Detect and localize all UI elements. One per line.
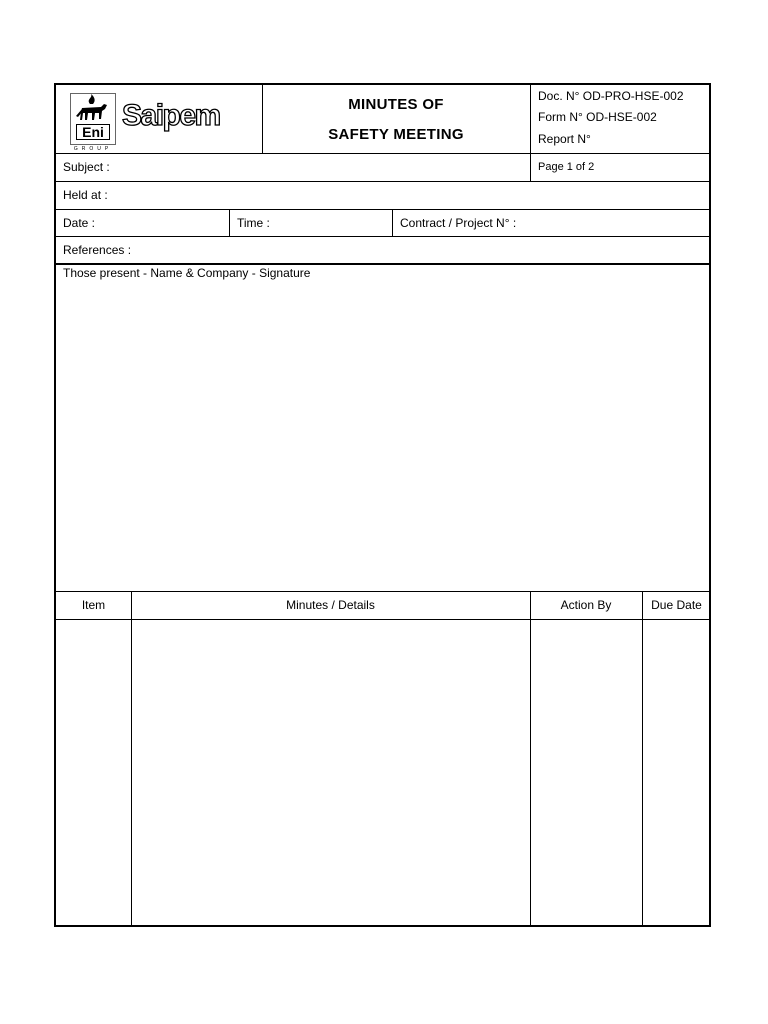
eni-logo bbox=[70, 93, 116, 145]
eni-wordmark: Eni bbox=[76, 124, 110, 140]
form-title-line2: SAFETY MEETING bbox=[328, 126, 464, 143]
group-wordmark: GROUP bbox=[73, 146, 113, 152]
saipem-wordmark: Saipem bbox=[122, 99, 220, 132]
table-col-divider bbox=[642, 591, 643, 925]
date-label: Date : bbox=[63, 216, 96, 230]
date-time-divider bbox=[229, 209, 230, 236]
row-line bbox=[56, 181, 709, 182]
column-header-item: Item bbox=[81, 598, 106, 612]
doc-number: Doc. N° OD-PRO-HSE-002 bbox=[538, 89, 684, 103]
form-title-line1: MINUTES OF bbox=[348, 96, 444, 113]
references-label: References : bbox=[63, 243, 132, 257]
row-line bbox=[56, 209, 709, 210]
held-at-label: Held at : bbox=[63, 188, 108, 202]
table-col-divider bbox=[530, 591, 531, 925]
time-contract-divider bbox=[392, 209, 393, 236]
six-legged-dog-icon bbox=[71, 94, 115, 124]
contract-label: Contract / Project N° : bbox=[400, 216, 517, 230]
time-label: Time : bbox=[237, 216, 270, 230]
those-present-label: Those present - Name & Company - Signature bbox=[63, 266, 311, 280]
safety-meeting-form bbox=[54, 83, 711, 927]
table-top-line bbox=[56, 591, 709, 592]
column-header-minutes: Minutes / Details bbox=[286, 598, 375, 612]
subject-label: Subject : bbox=[63, 160, 110, 174]
table-header-line bbox=[56, 619, 709, 620]
page-number: Page 1 of 2 bbox=[538, 161, 595, 173]
company-logo bbox=[70, 93, 258, 152]
row-line bbox=[56, 236, 709, 237]
header-divider-doc bbox=[530, 85, 531, 181]
report-number: Report N° bbox=[538, 132, 591, 146]
row-line bbox=[56, 263, 709, 265]
table-col-divider bbox=[131, 591, 132, 925]
row-line bbox=[56, 153, 709, 154]
form-number: Form N° OD-HSE-002 bbox=[538, 110, 657, 124]
column-header-due-date: Due Date bbox=[651, 598, 702, 612]
column-header-action-by: Action By bbox=[560, 598, 612, 612]
